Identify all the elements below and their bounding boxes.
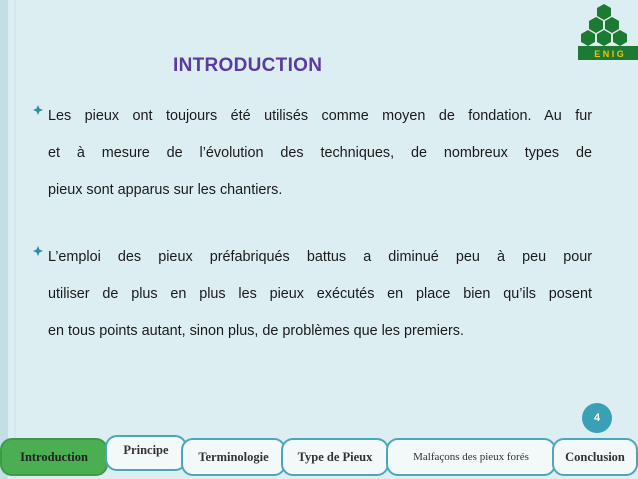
logo-hexagon xyxy=(613,30,627,46)
paragraph-line: Les pieux ont toujours été utilisés comme moyen de fondation. Au fur xyxy=(48,108,592,124)
tab-principe[interactable]: Principe xyxy=(105,435,187,471)
logo-hexagon xyxy=(597,30,611,46)
paragraph-line: L’emploi des pieux préfabriqués battus a diminué peu à peu pour xyxy=(48,249,592,265)
paragraph xyxy=(48,98,592,209)
paragraph xyxy=(48,239,592,350)
logo-hexagon xyxy=(605,17,619,33)
tab-terminologie[interactable]: Terminologie xyxy=(181,438,286,476)
paragraph-line: et à mesure de l’évolution des techniques, de nombreux types de xyxy=(48,145,592,161)
enig-logo xyxy=(574,2,638,62)
tab-type-de-pieux[interactable]: Type de Pieux xyxy=(281,438,389,476)
paragraph-line: pieux sont apparus sur les chantiers. xyxy=(48,182,283,198)
logo-hexagon xyxy=(597,4,611,20)
paragraph-line: en tous points autant, sinon plus, de problèmes que les premiers. xyxy=(48,323,464,339)
tab-introduction[interactable]: Introduction xyxy=(0,438,108,476)
logo-hexagon xyxy=(589,17,603,33)
slide-title: INTRODUCTION xyxy=(173,55,323,76)
paragraph-line: utiliser de plus en plus les pieux exécutés en place bien qu’ils posent xyxy=(48,286,592,302)
tab-conclusion[interactable]: Conclusion xyxy=(552,438,638,476)
diamond-bullet-icon xyxy=(33,105,43,115)
tab-malfacons-des-pieux-fores[interactable]: Malfaçons des pieux forés xyxy=(386,438,556,476)
page-number-badge: 4 xyxy=(582,403,612,433)
logo-text: E N I G xyxy=(594,49,624,59)
diamond-bullet-icon xyxy=(33,246,43,256)
logo-hexagon xyxy=(581,30,595,46)
